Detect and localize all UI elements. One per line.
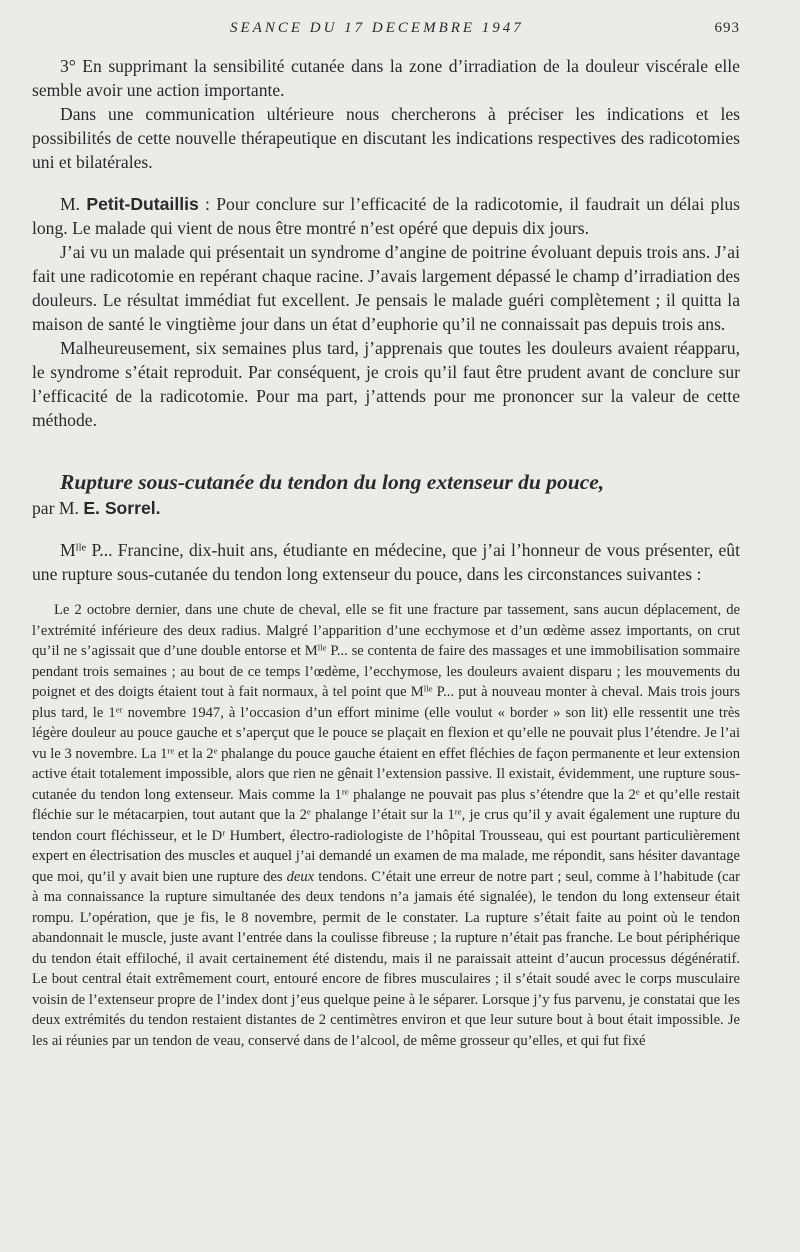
case-sup-5: e bbox=[213, 745, 218, 756]
conclusion-paragraph-future: Dans une communication ultérieure nous chercherons à préciser les indications et les possibilités de cette nouvelle thérapeutique en discutant les indications respectives des radicotomies uni et bilatérales. bbox=[32, 104, 740, 172]
discussion-paragraph-1 bbox=[32, 192, 740, 240]
discussion-paragraph-3: Malheureusement, six semaines plus tard, j’apprenais que toutes les douleurs avaient réapparu, le syndrome s’était reproduit. Par conséquent, je crois qu’il faut être prudent avant de conclure sur l’efficacité de la radicotomie. Pour ma part, j’attends pour me prononcer sur la valeur de cette méthode. bbox=[32, 338, 740, 430]
speaker-prefix: M. bbox=[60, 194, 87, 214]
case-text-11: Humbert, électro-radiologiste de l’hôpital Trousseau, qui est pourtant particulièrement expert en électrisation des muscles et auquel j’ai demandé un examen de ma malade, me répondit, sans hésiter davantage que moi, qu’il y avait bien une rupture des bbox=[32, 827, 740, 885]
case-text-7: phalange ne pouvait pas plus s’étendre que la 2 bbox=[348, 786, 636, 803]
header-title: SEANCE DU 17 DECEMBRE 1947 bbox=[230, 20, 524, 36]
case-text-10: , je crus qu’il y avait également une rupture du tendon court fléchisseur, et le D bbox=[32, 807, 740, 844]
discussion-paragraph-2: J’ai vu un malade qui présentait un syndrome d’angine de poitrine évoluant depuis trois ans. J’ai fait une radicotomie en repérant chaque racine. J’avais largement dépassé le champ d’irradiation des douleurs. Le résultat immédiat fut excellent. Je pensais le malade guéri complètement ; il quitta la maison de santé le vingtième jour dans un état d’euphorie qu’il ne connaissait pas depuis trois ans. bbox=[32, 242, 740, 334]
conclusion-paragraph-3: 3° En supprimant la sensibilité cutanée dans la zone d’irradiation de la douleur viscérale elle semble avoir une action importante. bbox=[32, 56, 740, 100]
case-text-9: phalange l’était sur la 1 bbox=[310, 807, 455, 823]
case-sup-8: e bbox=[306, 806, 311, 817]
page-body bbox=[32, 54, 740, 1051]
case-text-5: et la 2 bbox=[174, 745, 214, 762]
case-sup-9: re bbox=[454, 806, 462, 817]
case-text-1: Le 2 octobre dernier, dans une chute de cheval, elle se fit une fracture par tassement, sans aucun déplacement, de l’extrémité inférieure des deux radius. Malgré l’apparition d’une ecchymose et d’un œdème assez importants, on crut qu’il ne s’agissait que d’une double entorse et M bbox=[32, 602, 740, 659]
case-text-2: P... se contenta de faire des massages et une immobilisation sommaire pendant trois semaines ; au bout de ce temps l’œdème, l’ecchymose, les douleurs avaient disparu ; les mouvements du poignet et des doigts étaient tout à fait normaux, à tel point que M bbox=[32, 643, 740, 700]
intro-sup: lle bbox=[75, 542, 87, 554]
case-text-4: novembre 1947, à l’occasion d’un effort minime (elle voulut « border » son lit) elle ressentit une très légère douleur au pouce gauche et s’aperçut que le pouce se plaçait en flexion et qu’elle ne pouvait plus l’étendre. Je l’ai vu le 3 novembre. La 1 bbox=[32, 704, 740, 762]
discussion-text-1: : Pour conclure sur l’efficacité de la radicotomie, il faudrait un délai plus long. Le malade qui vient de nous être montré n’est opéré que depuis dix jours. bbox=[32, 194, 740, 238]
intro-text: P... Francine, dix-huit ans, étudiante en médecine, que j’ai l’honneur de vous présenter, eût une rupture sous-cutanée du tendon long extenseur du pouce, dans les circonstances suivantes : bbox=[32, 540, 740, 584]
speaker-name: Petit-Dutaillis bbox=[86, 194, 199, 214]
case-sup-1: lle bbox=[317, 642, 327, 653]
case-text-6: phalange du pouce gauche étaient en effet fléchies de façon permanente et leur extension active était totalement impossible, alors que rien ne gênait l’extension passive. Il existait, évidemment, une rupture sous-cutanée du tendon long extenseur. Mais comme la 1 bbox=[32, 745, 740, 803]
case-sup-2: lle bbox=[423, 683, 433, 694]
case-paragraph bbox=[32, 600, 740, 1051]
page-number: 693 bbox=[714, 20, 740, 36]
article-intro-paragraph bbox=[32, 538, 740, 586]
byline-prefix: par M. bbox=[32, 498, 84, 518]
case-sup-4: re bbox=[167, 745, 175, 756]
case-report bbox=[32, 600, 740, 1051]
case-emphasis: deux bbox=[286, 868, 315, 885]
article-byline bbox=[32, 496, 740, 520]
intro-m: M bbox=[60, 540, 76, 560]
case-text-12: tendons. C’était une erreur de notre part ; seul, comme à l’habitude (car à ma connaissance la rupture simultanée des deux tendons n’a jamais été signalée), le tendon du long extenseur était rompu. L’opération, que je fis, le 8 novembre, permit de le constater. La rupture s’était faite au point où le tendon abandonnait le muscle, juste avant l’entrée dans la coulisse fibreuse ; la rupture n’était pas franche. Le bout périphérique du tendon était effiloché, il avait certainement été distendu, mais il ne paraissait atteint d’aucun processus dégénératif. Le bout central était extrêmement court, entouré encore de fibres musculaires ; il s’était soudé avec le corps musculaire voisin de l’extenseur propre de l’index dont j’eus quelque peine à le séparer. Lorsque j’y fus parvenu, je constatai que les deux extrémités du tendon restaient distantes de 2 centimètres environ et que leur suture bout à bout était impossible. Je les ai réunies par un tendon de veau, conservé dans de l’alcool, de même grosseur qu’elles, et qui fut fixé bbox=[32, 868, 740, 1049]
case-sup-10: r bbox=[222, 827, 226, 838]
running-header bbox=[0, 14, 800, 40]
case-sup-7: e bbox=[635, 786, 640, 797]
article-title: Rupture sous-cutanée du tendon du long extenseur du pouce, bbox=[60, 470, 605, 494]
article-author: E. Sorrel. bbox=[83, 498, 161, 518]
case-text-8: et qu’elle restait fléchie sur le métacarpien, tout autant que la 2 bbox=[32, 786, 740, 823]
case-sup-6: re bbox=[341, 786, 349, 797]
case-text-3: P... put à nouveau monter à cheval. Mais trois jours plus tard, le 1 bbox=[32, 684, 740, 721]
case-sup-3: er bbox=[115, 704, 123, 715]
